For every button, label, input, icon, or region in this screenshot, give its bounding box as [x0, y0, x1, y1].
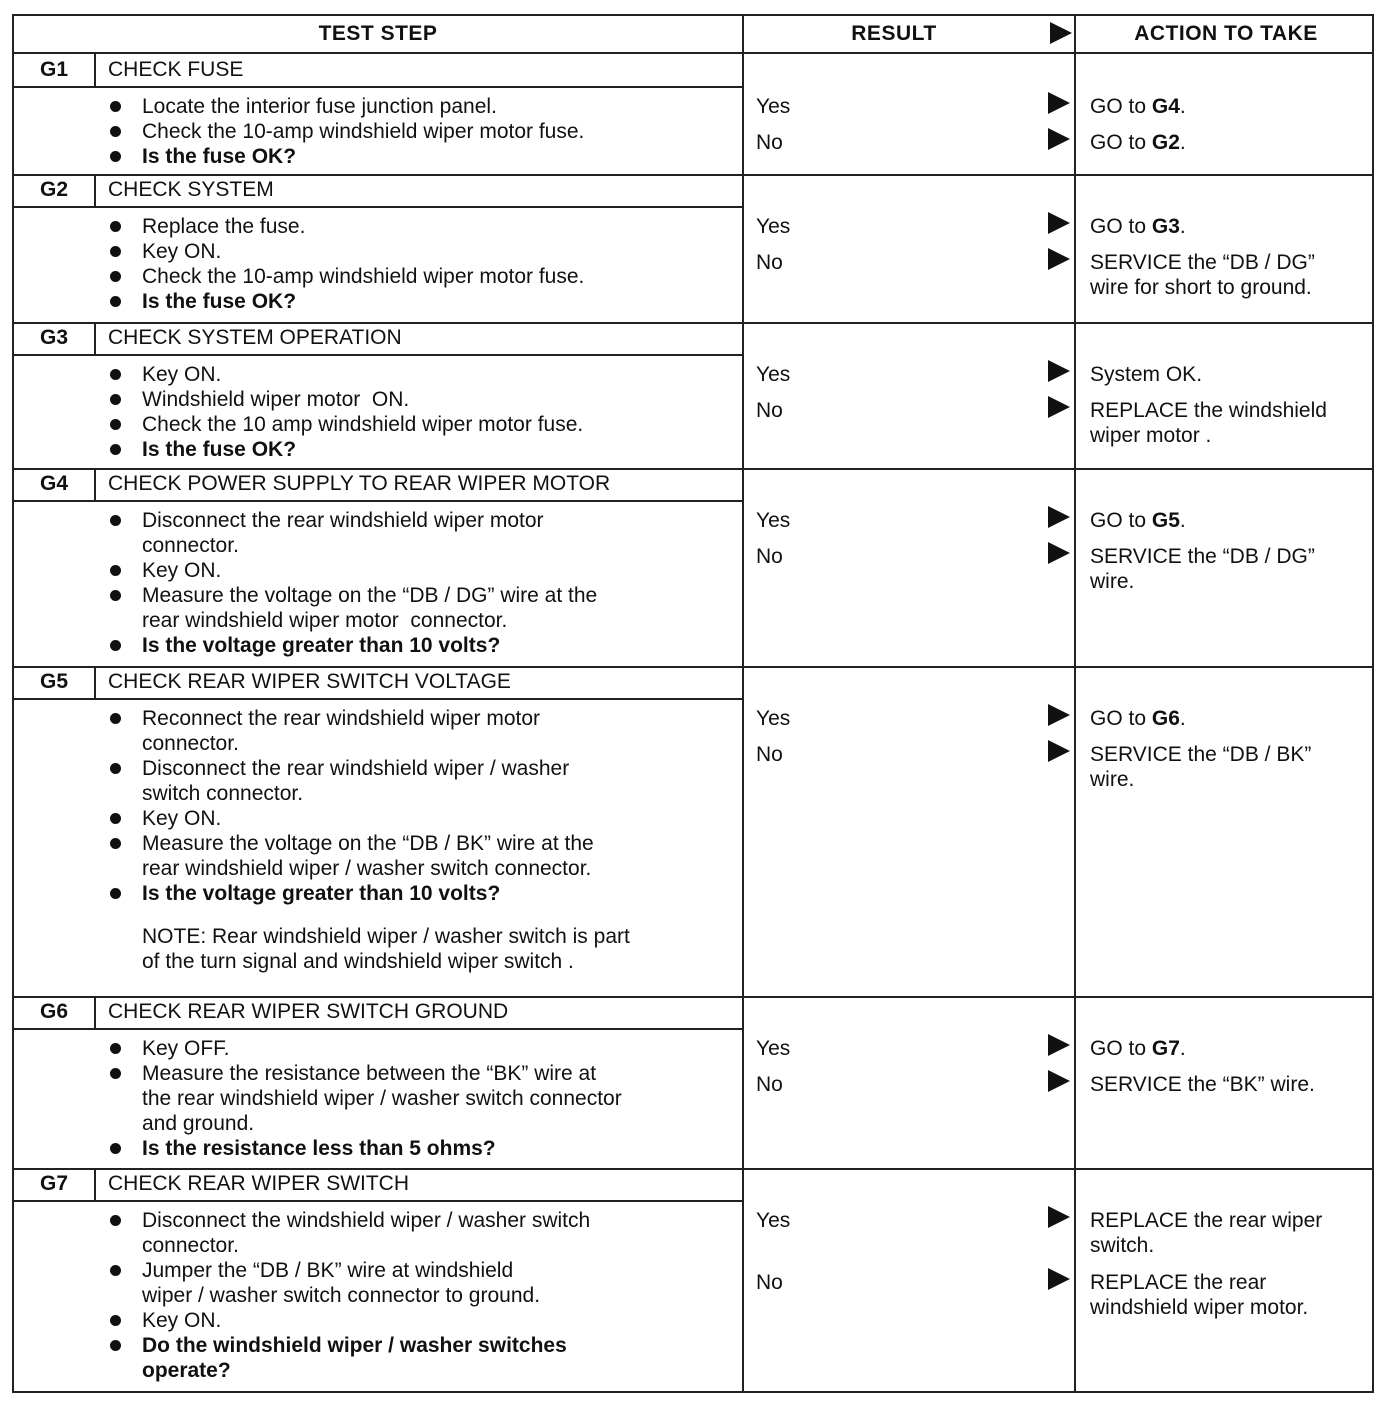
- instruction-item: Measure the voltage on the “DB / DG” wire at the rear windshield wiper motor connector.: [104, 583, 597, 633]
- bullet-icon: [110, 369, 121, 380]
- instruction-item: Reconnect the rear windshield wiper motor connector.: [104, 706, 594, 756]
- step-instructions: [104, 214, 584, 314]
- bullet-icon: [110, 221, 121, 232]
- bullet-icon: [110, 640, 121, 651]
- result-no-arrow-icon: [1048, 1268, 1070, 1290]
- step-id: G6: [14, 996, 96, 1028]
- step-header: [14, 996, 743, 1030]
- step-question: Is the voltage greater than 10 volts?: [104, 881, 594, 906]
- step-title: CHECK FUSE: [108, 58, 244, 81]
- action-step-ref[interactable]: G3: [1151, 215, 1180, 238]
- step-question: Is the voltage greater than 10 volts?: [104, 633, 597, 658]
- bullet-icon: [110, 515, 121, 526]
- result-no: No: [756, 251, 783, 274]
- result-no: No: [756, 399, 783, 422]
- action-no: SERVICE the “DB / DG” wire for short to ground.: [1090, 251, 1315, 299]
- step-question: Is the fuse OK?: [104, 144, 584, 169]
- action-step-ref[interactable]: G6: [1151, 707, 1180, 730]
- result-no: No: [756, 1271, 783, 1294]
- step-id: G1: [14, 54, 96, 86]
- bullet-icon: [110, 1215, 121, 1226]
- bullet-icon: [110, 444, 121, 455]
- bullet-icon: [110, 1265, 121, 1276]
- step-instructions: [104, 362, 583, 462]
- bullet-icon: [110, 394, 121, 405]
- result-yes-arrow-icon: [1048, 1206, 1070, 1228]
- result-no-arrow-icon: [1048, 248, 1070, 270]
- step-header: [14, 174, 743, 208]
- result-no-arrow-icon: [1048, 542, 1070, 564]
- instruction-item: Key ON.: [104, 558, 597, 583]
- instruction-item: Jumper the “DB / BK” wire at windshield wiper / washer switch connector to ground.: [104, 1258, 590, 1308]
- step-id: G2: [14, 174, 96, 206]
- bullet-icon: [110, 1043, 121, 1054]
- action-step-ref[interactable]: G7: [1151, 1037, 1180, 1060]
- step-header: [14, 666, 743, 700]
- bullet-icon: [110, 271, 121, 282]
- step-instructions: [104, 706, 594, 906]
- header-action: ACTION TO TAKE: [1134, 22, 1318, 45]
- bullet-icon: [110, 1315, 121, 1326]
- result-no-arrow-icon: [1048, 128, 1070, 150]
- result-yes: Yes: [756, 707, 791, 730]
- result-yes-arrow-icon: [1048, 212, 1070, 234]
- result-yes: Yes: [756, 509, 791, 532]
- result-yes-arrow-icon: [1048, 704, 1070, 726]
- test-step-row: [14, 996, 1372, 1168]
- bullet-icon: [110, 151, 121, 162]
- bullet-icon: [110, 565, 121, 576]
- bullet-icon: [110, 1340, 121, 1351]
- step-title: CHECK REAR WIPER SWITCH GROUND: [108, 1000, 509, 1023]
- instruction-item: Key ON.: [104, 1308, 590, 1333]
- test-step-row: [14, 54, 1372, 174]
- instruction-item: Key OFF.: [104, 1036, 622, 1061]
- step-instructions: [104, 508, 597, 658]
- instruction-item: Disconnect the windshield wiper / washer switch connector.: [104, 1208, 590, 1258]
- step-title: CHECK REAR WIPER SWITCH VOLTAGE: [108, 670, 511, 693]
- bullet-icon: [110, 888, 121, 899]
- test-step-row: [14, 174, 1372, 322]
- result-no-arrow-icon: [1048, 396, 1070, 418]
- result-yes-arrow-icon: [1048, 360, 1070, 382]
- test-step-row: [14, 468, 1372, 666]
- instruction-item: Measure the resistance between the “BK” wire at the rear windshield wiper / washer switch connector and ground.: [104, 1061, 622, 1136]
- action-no: SERVICE the “DB / BK” wire.: [1090, 743, 1312, 791]
- step-header: [14, 468, 743, 502]
- action-yes: System OK.: [1090, 363, 1203, 386]
- action-yes: REPLACE the rear wiper switch.: [1090, 1209, 1323, 1257]
- step-question: Is the fuse OK?: [104, 437, 583, 462]
- action-yes: GO to G3.: [1090, 215, 1186, 238]
- bullet-icon: [110, 246, 121, 257]
- header-test-step: TEST STEP: [318, 22, 438, 45]
- step-title: CHECK SYSTEM OPERATION: [108, 326, 402, 349]
- result-yes: Yes: [756, 363, 791, 386]
- header-arrow-icon: [1050, 22, 1072, 44]
- result-yes-arrow-icon: [1048, 1034, 1070, 1056]
- step-instructions: [104, 1208, 590, 1383]
- result-no-arrow-icon: [1048, 1070, 1070, 1092]
- step-id: G5: [14, 666, 96, 698]
- result-no: No: [756, 131, 783, 154]
- result-no: No: [756, 743, 783, 766]
- test-step-row: [14, 322, 1372, 468]
- step-id: G3: [14, 322, 96, 354]
- bullet-icon: [110, 296, 121, 307]
- bullet-icon: [110, 813, 121, 824]
- result-no-arrow-icon: [1048, 740, 1070, 762]
- step-instructions: [104, 94, 584, 169]
- test-step-row: [14, 1168, 1372, 1393]
- step-title: CHECK SYSTEM: [108, 178, 274, 201]
- instruction-item: Replace the fuse.: [104, 214, 584, 239]
- action-step-ref[interactable]: G2: [1151, 131, 1180, 154]
- instruction-item: Check the 10-amp windshield wiper motor fuse.: [104, 119, 584, 144]
- instruction-item: Locate the interior fuse junction panel.: [104, 94, 584, 119]
- bullet-icon: [110, 590, 121, 601]
- result-yes: Yes: [756, 1037, 791, 1060]
- action-no: REPLACE the windshield wiper motor .: [1090, 399, 1327, 447]
- result-yes: Yes: [756, 215, 791, 238]
- bullet-icon: [110, 713, 121, 724]
- bullet-icon: [110, 126, 121, 137]
- bullet-icon: [110, 838, 121, 849]
- bullet-icon: [110, 763, 121, 774]
- instruction-item: Check the 10 amp windshield wiper motor fuse.: [104, 412, 583, 437]
- test-step-row: [14, 666, 1372, 996]
- action-no: SERVICE the “BK” wire.: [1090, 1073, 1315, 1096]
- step-header: [14, 54, 743, 88]
- step-id: G7: [14, 1168, 96, 1200]
- instruction-item: Measure the voltage on the “DB / BK” wire at the rear windshield wiper / washer switch connector.: [104, 831, 594, 881]
- result-yes-arrow-icon: [1048, 506, 1070, 528]
- step-question: Is the fuse OK?: [104, 289, 584, 314]
- instruction-item: Disconnect the rear windshield wiper motor connector.: [104, 508, 597, 558]
- instruction-item: Windshield wiper motor ON.: [104, 387, 583, 412]
- bullet-icon: [110, 101, 121, 112]
- bullet-icon: [110, 1068, 121, 1079]
- bullet-icon: [110, 419, 121, 430]
- step-title: CHECK REAR WIPER SWITCH: [108, 1172, 410, 1195]
- result-yes: Yes: [756, 1209, 791, 1232]
- action-yes: GO to G6.: [1090, 707, 1186, 730]
- step-title: CHECK POWER SUPPLY TO REAR WIPER MOTOR: [108, 472, 611, 495]
- action-no: GO to G2.: [1090, 131, 1186, 154]
- header-result: RESULT: [851, 22, 937, 45]
- action-step-ref[interactable]: G5: [1151, 509, 1180, 532]
- action-no: SERVICE the “DB / DG” wire.: [1090, 545, 1315, 593]
- table-header: [14, 16, 1372, 54]
- result-yes: Yes: [756, 95, 791, 118]
- instruction-item: Key ON.: [104, 362, 583, 387]
- diagnostic-table: [12, 14, 1374, 1393]
- step-header: [14, 1168, 743, 1202]
- action-yes: GO to G7.: [1090, 1037, 1186, 1060]
- step-instructions: [104, 1036, 622, 1161]
- bullet-icon: [110, 1143, 121, 1154]
- instruction-item: Disconnect the rear windshield wiper / washer switch connector.: [104, 756, 594, 806]
- action-yes: GO to G4.: [1090, 95, 1186, 118]
- instruction-item: Key ON.: [104, 806, 594, 831]
- step-id: G4: [14, 468, 96, 500]
- result-no: No: [756, 545, 783, 568]
- action-no: REPLACE the rear windshield wiper motor.: [1090, 1271, 1309, 1319]
- step-question: Do the windshield wiper / washer switches operate?: [104, 1333, 590, 1383]
- action-yes: GO to G5.: [1090, 509, 1186, 532]
- step-note: NOTE: Rear windshield wiper / washer switch is part of the turn signal and windshield wiper switch .: [142, 925, 630, 973]
- step-header: [14, 322, 743, 356]
- step-question: Is the resistance less than 5 ohms?: [104, 1136, 622, 1161]
- instruction-item: Key ON.: [104, 239, 584, 264]
- instruction-item: Check the 10-amp windshield wiper motor fuse.: [104, 264, 584, 289]
- action-step-ref[interactable]: G4: [1151, 95, 1180, 118]
- result-yes-arrow-icon: [1048, 92, 1070, 114]
- result-no: No: [756, 1073, 783, 1096]
